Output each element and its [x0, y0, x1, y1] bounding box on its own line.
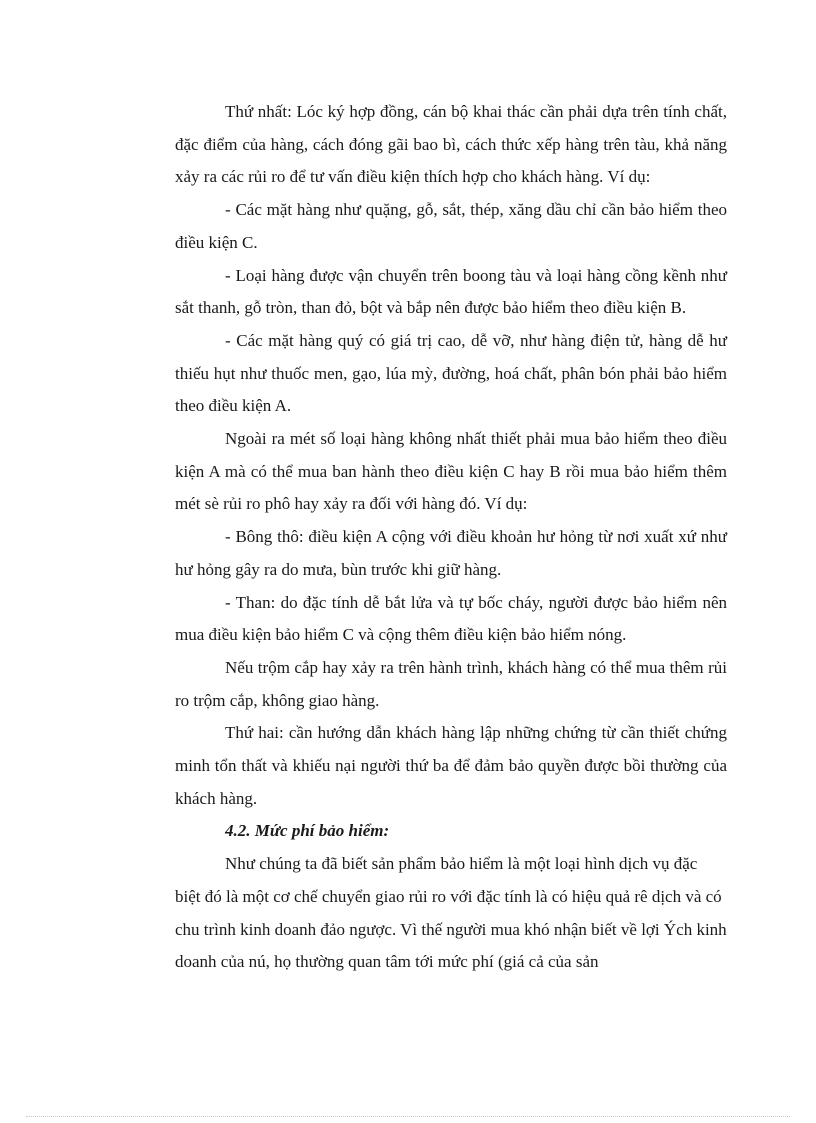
- paragraph-additional-risks: Ngoài ra mét số loại hàng không nhất thiết phải mua bảo hiểm theo điều kiện A mà có thể mua ban hành theo điều kiện C hay B rồi mua bảo hiểm thêm mét sè rủi ro phô hay xảy ra đối với hàng đó. Ví dụ:: [175, 429, 727, 514]
- paragraph-condition-a: - Các mặt hàng quý có giá trị cao, dễ vỡ, như hàng điện tử, hàng dễ hư thiếu hụt như thuốc men, gạo, lúa mỳ, đường, hoá chất, phân bón phải bảo hiểm theo điều kiện A.: [175, 330, 727, 416]
- paragraph-theft: Nếu trộm cắp hay xảy ra trên hành trình, khách hàng có thể mua thêm rủi ro trộm cắp, không giao hàng.: [175, 657, 727, 710]
- page-bottom-divider: [26, 1116, 790, 1117]
- document-body: [175, 96, 727, 979]
- paragraph-first-point: Thứ nhất: Lóc ký hợp đồng, cán bộ khai thác cần phải dựa trên tính chất, đặc điểm của hàng, cách đóng gãi bao bì, cách thức xếp hàng trên tàu, khả năng xảy ra các rủi ro để tư vấn điều kiện thích hợp cho khách hàng. Ví dụ:: [175, 102, 727, 187]
- section-heading: 4.2. Mức phí bảo hiểm:: [225, 821, 390, 841]
- paragraph-second-point: Thứ hai: cần hướng dẫn khách hàng lập những chứng từ cần thiết chứng minh tổn thất và khiếu nại người thứ ba để đảm bảo quyền được bồi thường của khách hàng.: [175, 723, 727, 808]
- paragraph-condition-c: - Các mặt hàng như quặng, gỗ, sắt, thép, xăng dầu chỉ cần bảo hiểm theo điều kiện C.: [175, 200, 727, 252]
- paragraph-raw-cotton: - Bông thô: điều kiện A cộng với điều khoản hư hỏng từ nơi xuất xứ như hư hỏng gây ra do mưa, bùn trước khi giữ hàng.: [175, 527, 727, 579]
- paragraph-premium-intro: Như chúng ta đã biết sản phẩm bảo hiểm là một loại hình dịch vụ đặc biệt đó là một cơ chế chuyển giao rủi ro với đặc tính là có hiệu quả rê dịch và có chu trình kinh doanh đảo ngược. Vì thế người mua khó nhận biết về lợi Ých kinh doanh của nú, họ thường quan tâm tới mức phí (giá cả của sản: [175, 854, 727, 972]
- paragraph-coal: - Than: do đặc tính dễ bắt lửa và tự bốc cháy, người được bảo hiểm nên mua điều kiện bảo hiểm C và cộng thêm điều kiện bảo hiểm nóng.: [175, 592, 727, 645]
- paragraph-condition-b: - Loại hàng được vận chuyển trên boong tàu và loại hàng cồng kềnh như sắt thanh, gỗ tròn, than đỏ, bột và bắp nên được bảo hiểm theo điều kiện B.: [175, 265, 727, 318]
